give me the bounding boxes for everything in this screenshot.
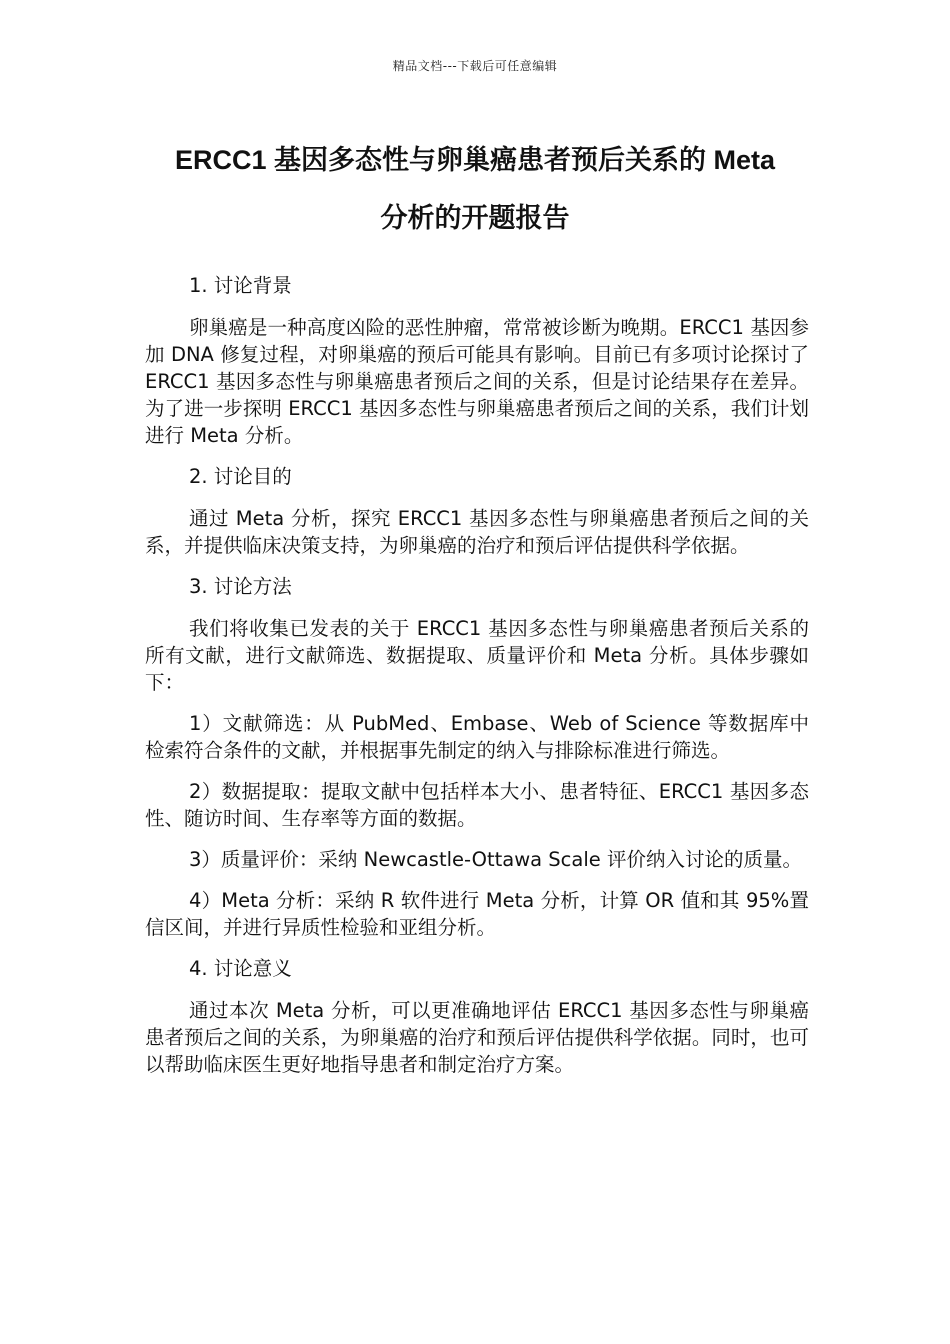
paragraph-methods-step-1: 1）文献筛选：从 PubMed、Embase、Web of Science 等数据库中检索符合条件的文献，并根据事先制定的纳入与排除标准进行筛选。 <box>145 712 809 762</box>
paragraph-purpose: 通过 Meta 分析，探究 ERCC1 基因多态性与卵巢癌患者预后之间的关系，并提供临床决策支持，为卵巢癌的治疗和预后评估提供科学依据。 <box>145 507 809 557</box>
paragraph-methods-step-3: 3）质量评价：采纳 Newcastle-Ottawa Scale 评价纳入讨论的质量。 <box>189 848 802 871</box>
header-note: 精品文档---下载后可任意编辑 <box>392 59 558 73</box>
paragraph-background: 卵巢癌是一种高度凶险的恶性肿瘤，常常被诊断为晚期。ERCC1 基因参加 DNA 修复过程，对卵巢癌的预后可能具有影响。目前已有多项讨论探讨了 ERCC1 基因多态性与卵巢癌患者预后之间的关系，但是讨论结果存在差异。为了进一步探明 ERCC1 基因多态性与卵巢癌患者预后之间的关系，我们计划进行 Meta 分析。 <box>145 316 809 447</box>
document-body <box>145 272 809 1092</box>
paragraph-methods-step-4: 4）Meta 分析：采纳 R 软件进行 Meta 分析，计算 OR 值和其 95%置信区间，并进行异质性检验和亚组分析。 <box>145 889 809 939</box>
document-title-line-1: ERCC1 基因多态性与卵巢癌患者预后关系的 Meta <box>174 145 776 175</box>
document-title-line-2: 分析的开题报告 <box>380 203 570 233</box>
section-heading-significance: 4. 讨论意义 <box>189 957 292 980</box>
paragraph-methods-step-2: 2）数据提取：提取文献中包括样本大小、患者特征、ERCC1 基因多态性、随访时间、生存率等方面的数据。 <box>145 780 809 830</box>
paragraph-methods-intro: 我们将收集已发表的关于 ERCC1 基因多态性与卵巢癌患者预后关系的所有文献，进行文献筛选、数据提取、质量评价和 Meta 分析。具体步骤如下： <box>145 617 809 694</box>
section-heading-background: 1. 讨论背景 <box>189 274 292 297</box>
section-heading-purpose: 2. 讨论目的 <box>189 465 292 488</box>
paragraph-significance: 通过本次 Meta 分析，可以更准确地评估 ERCC1 基因多态性与卵巢癌患者预后之间的关系，为卵巢癌的治疗和预后评估提供科学依据。同时，也可以帮助临床医生更好地指导患者和制定治疗方案。 <box>145 999 809 1076</box>
section-heading-methods: 3. 讨论方法 <box>189 575 292 598</box>
